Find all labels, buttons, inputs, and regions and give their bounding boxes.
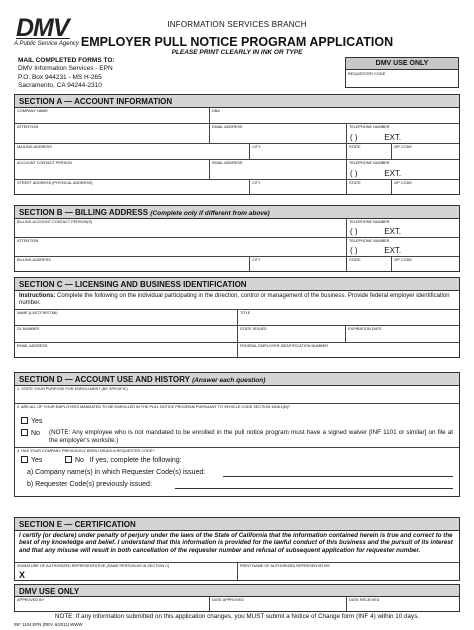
approved-by-field[interactable]: APPROVED BY bbox=[17, 598, 45, 602]
question-3: 3. HAS YOUR COMPANY PREVIOUSLY BEEN ISSUED A REQUESTER CODE? bbox=[17, 449, 155, 453]
city-field[interactable]: CITY bbox=[249, 144, 346, 159]
q2-no-option[interactable]: No (NOTE: Any employee who is not mandated to be enrolled in the pull notice program must have a signed waiver [INF 1101 or similar] on file at the employer's worksite.) bbox=[21, 429, 453, 438]
section-c-title: SECTION C — LICENSING AND BUSINESS IDENTIFICATION bbox=[15, 278, 459, 291]
section-c-instructions: Instructions: Complete the following on the individual participating in the direction, control or management of the business. Provide federal employer identification number. bbox=[19, 293, 450, 307]
billing-zip-field[interactable]: ZIP CODE bbox=[391, 257, 459, 271]
street-address-field[interactable]: STREET ADDRESS (PHYSICAL ADDRESS) bbox=[17, 181, 93, 185]
dmv-box-heading: DMV USE ONLY bbox=[346, 58, 458, 70]
email-field[interactable]: EMAIL ADDRESS bbox=[209, 124, 346, 143]
dl-number-field[interactable]: DL NUMBER bbox=[17, 327, 40, 331]
mail-line-1: DMV Information Services - EPN bbox=[18, 65, 113, 73]
form-subtitle: PLEASE PRINT CLEARLY IN INK OR TYPE bbox=[171, 49, 303, 56]
billing-address-field[interactable]: BILLING ADDRESS bbox=[17, 258, 51, 262]
change-notice: NOTE: If any information submitted on this application changes, you MUST submit a Notice of Change form (INF 4) within 10 days. bbox=[54, 613, 420, 620]
q2-yes-option[interactable]: Yes bbox=[21, 417, 42, 425]
street-zip-field[interactable]: ZIP CODE bbox=[391, 180, 459, 194]
billing-state-field[interactable]: STATE bbox=[346, 257, 391, 271]
date-received-field[interactable]: DATE RECEIVED bbox=[346, 597, 459, 611]
dmv-use-only-title: DMV USE ONLY bbox=[15, 585, 459, 597]
title-field[interactable]: TITLE bbox=[237, 310, 459, 325]
section-a-title: SECTION A — ACCOUNT INFORMATION bbox=[15, 95, 459, 108]
q2-no-checkbox[interactable] bbox=[21, 429, 28, 436]
billing-city-field[interactable]: CITY bbox=[249, 257, 346, 271]
billing-contact-field[interactable]: BILLING ACCOUNT CONTACT PERSON(S) bbox=[17, 220, 93, 224]
agency-tagline: A Public Service Agency bbox=[14, 41, 79, 47]
contact-person-field[interactable]: ACCOUNT CONTACT PERSON bbox=[17, 161, 72, 165]
state-field[interactable]: STATE bbox=[346, 144, 391, 159]
print-name-field[interactable]: PRINT NAME OF AUTHORIZED REPRESENTATIVE bbox=[237, 563, 459, 580]
mail-line-3: Sacramento, CA 94244-2310 bbox=[18, 81, 102, 89]
street-state-field[interactable]: STATE bbox=[346, 180, 391, 194]
q3a-input[interactable] bbox=[223, 476, 453, 477]
c-email-field[interactable]: EMAIL ADDRESS bbox=[17, 344, 48, 348]
date-approved-field[interactable]: DATE APPROVED bbox=[209, 597, 346, 611]
billing-attention-field[interactable]: ATTENTION bbox=[17, 239, 39, 243]
question-2: 2. ARE ALL OF YOUR EMPLOYEES MANDATED TO BE ENROLLED IN THE PULL NOTICE PROGRAM PURSUANT TO VEHICLE CODE SECTION 1808.1(B)? bbox=[17, 405, 291, 409]
section-c bbox=[14, 277, 460, 358]
attention-field[interactable]: ATTENTION bbox=[17, 125, 39, 129]
q3b-input[interactable] bbox=[175, 488, 453, 489]
q3-no-option[interactable]: No If yes, complete the following: bbox=[65, 456, 182, 464]
section-a bbox=[14, 94, 460, 195]
q3b-label: b) Requester Code(s) previously issued: bbox=[27, 481, 152, 488]
section-e bbox=[14, 517, 460, 581]
q2-yes-checkbox[interactable] bbox=[21, 417, 28, 424]
dmv-use-only-box bbox=[345, 57, 459, 88]
street-city-field[interactable]: CITY bbox=[249, 180, 346, 194]
certification-text: I certify (or declare) under penalty of perjury under the laws of the State of California that the information contained herein is true and correct to the best of my knowledge and belief. I understand that this information is provided for the lawful conduct of this business and the pursuit of its interest and that any misuse will result in both cancellation of the requester number and refusal of subsequent application for requester number. bbox=[19, 532, 453, 554]
svg-text:DMV: DMV bbox=[16, 14, 69, 40]
signature-field[interactable]: SIGNATURE OF AUTHORIZED REPRESENTATIVE (SAME PERSON AS IN SECTION C) X bbox=[17, 564, 170, 580]
q3-yes-option[interactable]: Yes bbox=[21, 456, 42, 464]
form-title: EMPLOYER PULL NOTICE PROGRAM APPLICATION bbox=[80, 35, 394, 49]
section-d-title: SECTION D — ACCOUNT USE AND HISTORY (Answer each question) bbox=[15, 373, 459, 386]
section-d bbox=[14, 372, 460, 497]
section-b bbox=[14, 205, 460, 272]
telephone-field[interactable]: TELEPHONE NUMBER ( ) EXT. bbox=[346, 124, 459, 143]
requester-code-field[interactable]: REQUESTER CODE bbox=[348, 71, 386, 76]
mailing-address-field[interactable]: MAILING ADDRESS bbox=[17, 145, 52, 149]
section-e-title: SECTION E — CERTIFICATION bbox=[15, 518, 459, 531]
fein-field[interactable]: FEDERAL EMPLOYER IDENTIFICATION NUMBER bbox=[237, 343, 459, 357]
q3-no-checkbox[interactable] bbox=[65, 456, 72, 463]
mail-heading: MAIL COMPLETED FORMS TO: bbox=[18, 57, 115, 64]
section-b-title: SECTION B — BILLING ADDRESS (Complete only if different from above) bbox=[15, 206, 459, 219]
form-id: INF 1104 EPN (REV. 6/2011) WWW bbox=[14, 622, 83, 627]
expiration-date-field[interactable]: EXPIRATION DATE bbox=[345, 326, 459, 342]
q3a-label: a) Company name(s) in which Requester Code(s) issued: bbox=[27, 469, 206, 476]
company-name-field[interactable]: COMPANY NAME bbox=[17, 109, 48, 113]
mail-line-2: P.O. Box 944231 - MS H-265 bbox=[18, 73, 102, 81]
state-issued-field[interactable]: STATE ISSUED bbox=[237, 326, 345, 342]
zip-field[interactable]: ZIP CODE bbox=[391, 144, 459, 159]
mailing-instructions bbox=[18, 57, 115, 90]
name-field[interactable]: NAME (LAST,FIRST,MI) bbox=[17, 311, 58, 315]
q3-yes-checkbox[interactable] bbox=[21, 456, 28, 463]
contact-telephone-field[interactable]: TELEPHONE NUMBER ( ) EXT. bbox=[346, 160, 459, 179]
billing-telephone-field[interactable]: TELEPHONE NUMBER ( ) EXT. bbox=[346, 219, 459, 237]
contact-email-field[interactable]: EMAIL ADDRESS bbox=[209, 160, 346, 179]
dmv-use-only-section bbox=[14, 584, 460, 612]
branch-name: INFORMATION SERVICES BRANCH bbox=[167, 20, 307, 29]
dba-field[interactable]: DBA bbox=[209, 108, 459, 123]
billing-telephone-2-field[interactable]: TELEPHONE NUMBER ( ) EXT. bbox=[346, 238, 459, 256]
purpose-field[interactable]: 1. STATE YOUR PURPOSE FOR ENROLLMENT (BE SPECIFIC) bbox=[17, 387, 128, 391]
